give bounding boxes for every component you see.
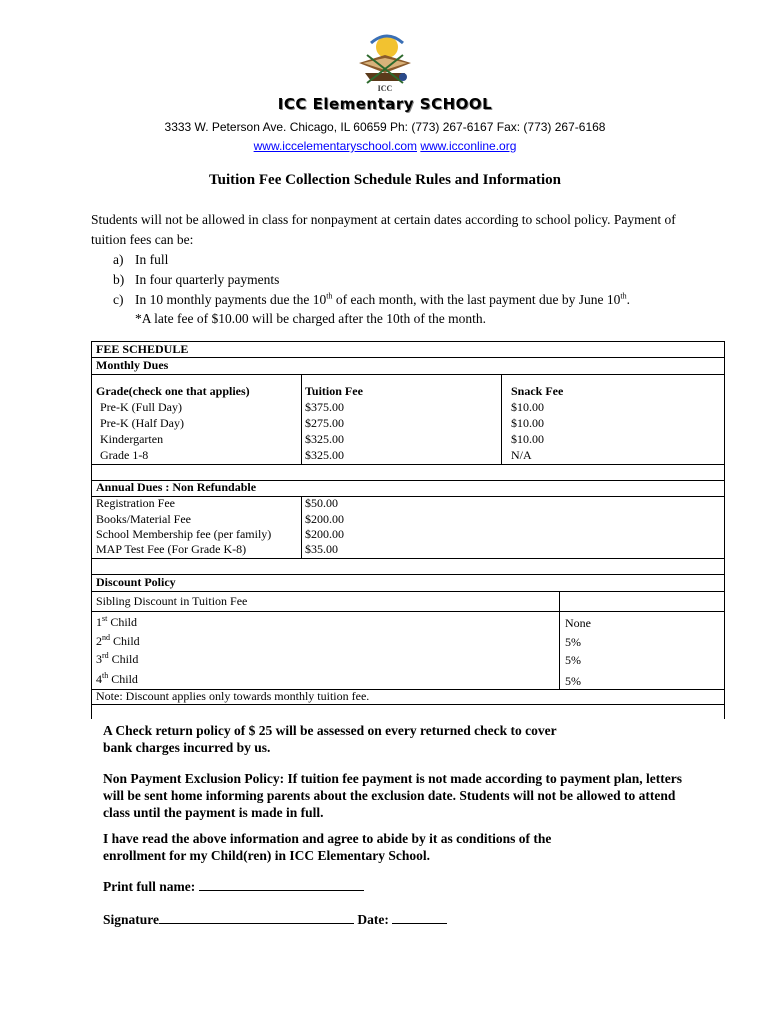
tuition-cell: $325.00: [305, 448, 344, 462]
tuition-cell: $275.00: [305, 416, 344, 430]
payment-option-a: a) In full: [113, 252, 169, 267]
child-order-label: 4th Child: [96, 671, 138, 686]
annual-fee-label: School Membership fee (per family): [96, 527, 272, 541]
agreement-statement: I have read the above information and agree to abide by it as conditions of the enrollment for my Child(ren) in ICC Elementary School.: [103, 831, 552, 863]
sibling-discount-label: Sibling Discount in Tuition Fee: [96, 594, 248, 608]
website-link-2[interactable]: www.icconline.org: [420, 139, 517, 153]
child-order-label: 2nd Child: [96, 633, 140, 648]
svg-text:ICC: ICC: [377, 84, 393, 93]
nonpayment-policy: Non Payment Exclusion Policy: If tuition fee payment is not made according to payment plan, letters will be sent home informing parents about the exclusion date. Students will not be allowed to attend class until the payment is made in full.: [103, 771, 682, 820]
tuition-cell: $325.00: [305, 432, 344, 446]
signature-field[interactable]: [159, 911, 354, 924]
page-title: Tuition Fee Collection Schedule Rules and Information: [209, 172, 561, 188]
discount-value: None: [565, 616, 591, 630]
late-fee-note: *A late fee of $10.00 will be charged after the 10th of the month.: [135, 311, 487, 326]
fee-schedule-heading: FEE SCHEDULE: [96, 342, 189, 356]
annual-fee-label: MAP Test Fee (For Grade K-8): [96, 542, 247, 556]
snack-cell: $10.00: [511, 432, 544, 446]
payment-option-b: b) In four quarterly payments: [113, 272, 280, 287]
print-name-row: Print full name:: [103, 878, 703, 895]
school-urls: [0, 139, 770, 153]
signature-row: Signature Date:: [103, 911, 703, 928]
annual-fee-amount: $200.00: [305, 527, 344, 541]
snack-cell: N/A: [511, 448, 532, 462]
intro-text: Students will not be allowed in class for nonpayment at certain dates according to school policy. Payment of tuition fees can be:: [91, 212, 676, 247]
discount-value: 5%: [565, 674, 581, 688]
annual-fee-amount: $35.00: [305, 542, 338, 556]
snack-cell: $10.00: [511, 400, 544, 414]
snack-cell: $10.00: [511, 416, 544, 430]
school-logo: [353, 33, 417, 93]
website-link-1[interactable]: www.iccelementaryschool.com: [253, 139, 417, 153]
discount-policy-heading: Discount Policy: [96, 575, 176, 589]
discount-note: Note: Discount applies only towards monthly tuition fee.: [96, 689, 370, 703]
payment-option-c: c) In 10 monthly payments due the 10th of each month, with the last payment due by June 10th.: [113, 291, 631, 307]
col-snack-header: Snack Fee: [511, 384, 564, 398]
col-grade-header: Grade(check one that applies): [96, 384, 250, 398]
grade-cell: Pre-K (Half Day): [100, 416, 184, 430]
print-name-field[interactable]: [199, 878, 364, 891]
annual-fee-label: Books/Material Fee: [96, 512, 191, 526]
discount-value: 5%: [565, 635, 581, 649]
fee-schedule-table: [91, 341, 725, 719]
date-field[interactable]: [392, 911, 447, 924]
col-tuition-header: Tuition Fee: [305, 384, 363, 398]
annual-fee-amount: $50.00: [305, 496, 338, 510]
grade-cell: Kindergarten: [100, 432, 164, 446]
check-return-policy: A Check return policy of $ 25 will be assessed on every returned check to cover bank charges incurred by us.: [103, 723, 557, 755]
school-name: ICC Elementary SCHOOL: [277, 95, 493, 113]
child-order-label: 3rd Child: [96, 651, 139, 666]
grade-cell: Grade 1-8: [100, 448, 149, 462]
child-order-label: 1st Child: [96, 614, 138, 629]
tuition-cell: $375.00: [305, 400, 344, 414]
discount-value: 5%: [565, 653, 581, 667]
school-address: 3333 W. Peterson Ave. Chicago, IL 60659 Ph: (773) 267-6167 Fax: (773) 267-6168: [164, 120, 606, 134]
grade-cell: Pre-K (Full Day): [100, 400, 182, 414]
annual-dues-heading: Annual Dues : Non Refundable: [96, 480, 257, 494]
annual-fee-amount: $200.00: [305, 512, 344, 526]
monthly-dues-heading: Monthly Dues: [96, 358, 169, 372]
annual-fee-label: Registration Fee: [96, 496, 175, 510]
